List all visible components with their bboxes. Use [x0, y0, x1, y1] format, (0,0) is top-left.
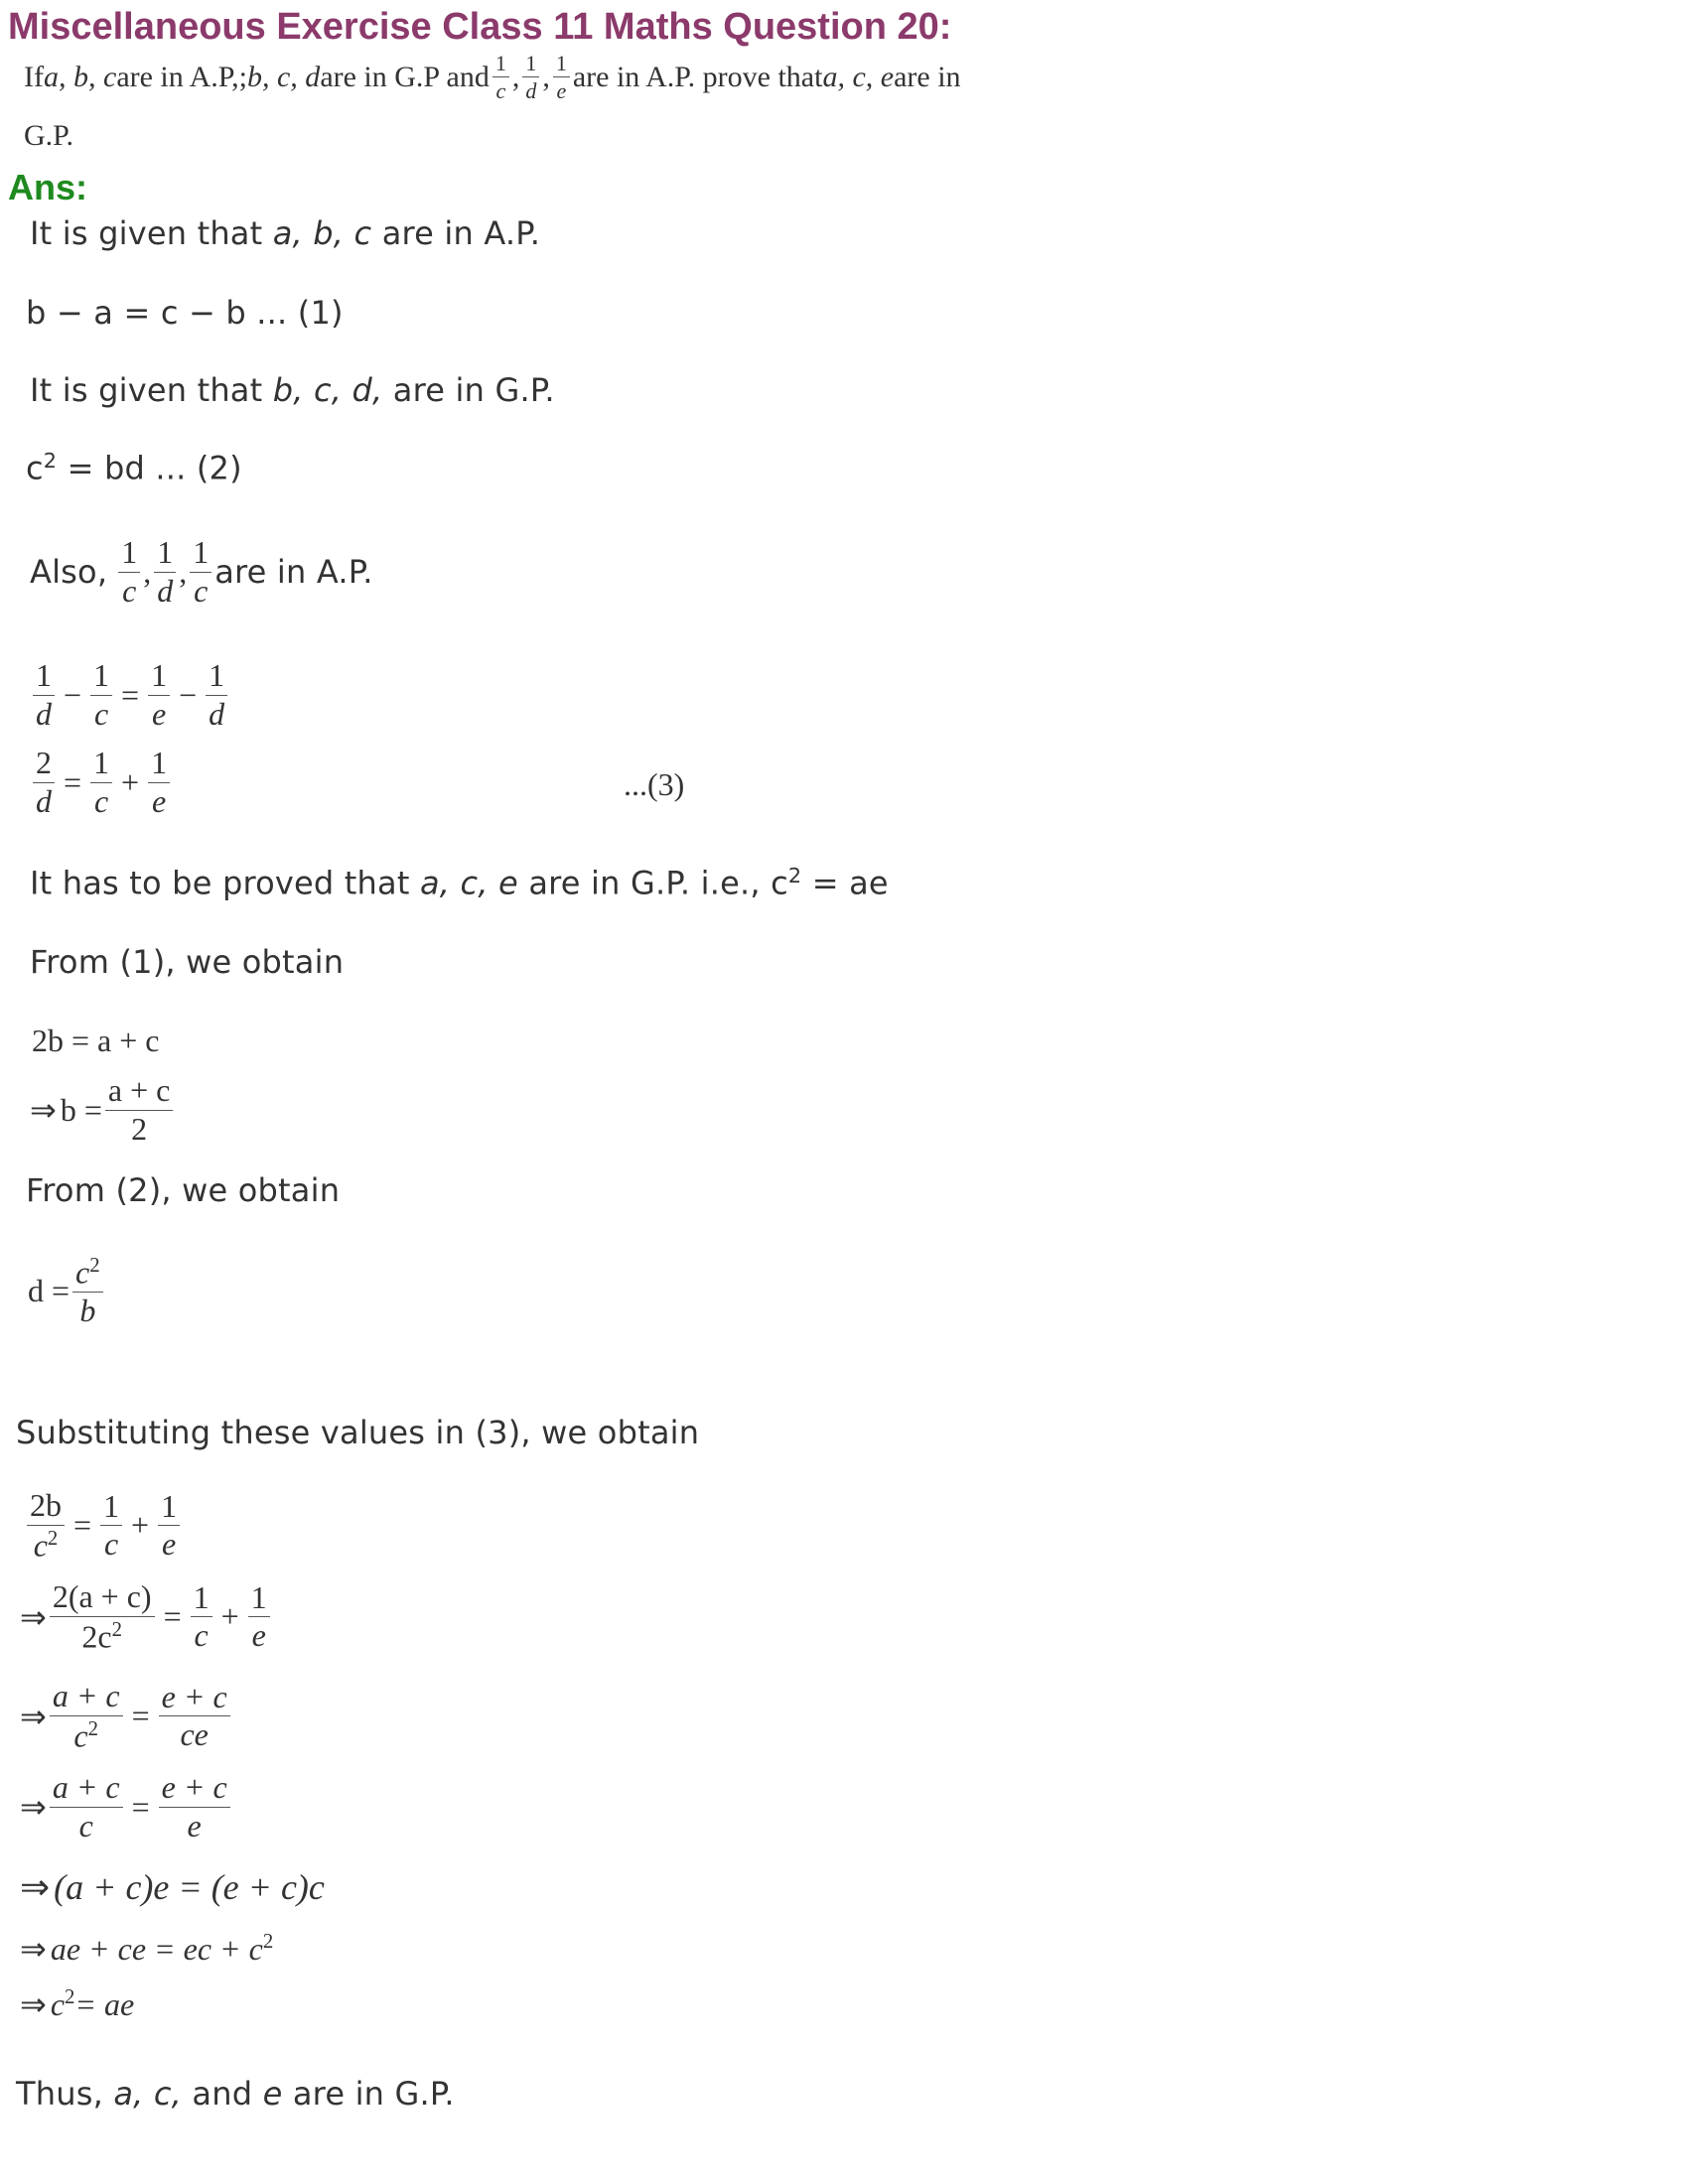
derivation-line-1: $\frac{2b}{c^2}$ = $\frac{1}{c}$ + $\frac{1}{e}$	[24, 1489, 183, 1563]
equation-d-value: d = $\frac{c^2}{b}$	[28, 1255, 106, 1328]
equation-b-value: ⇒ b = $\frac{a + c}{2}$	[30, 1074, 176, 1146]
step-also-ap: Also, $\frac{1}{c}$ , $\frac{1}{d}$ , $\frac{1}{c}$ are in A.P.	[30, 534, 373, 609]
also-label: Also,	[30, 553, 108, 592]
question-text-arein: are in	[894, 60, 961, 93]
step-given-ap: It is given that a, b, c are in A.P.	[30, 214, 541, 252]
equation-3: $\frac{2}{d}$ = $\frac{1}{c}$ + $\frac{1}{e}$	[30, 747, 173, 818]
step-from-2: From (2), we obtain	[26, 1171, 341, 1209]
also-post: are in A.P.	[214, 553, 373, 592]
step-to-prove: It has to be proved that a, c, e are in G.P. i.e., $c^2$ = ae	[30, 864, 889, 902]
question-frac-1-c: $\frac{1}{c}$	[492, 52, 509, 102]
equation-2: $c^2$ = bd ... (2)	[26, 449, 242, 487]
step-from-1: From (1), we obtain	[30, 943, 345, 981]
frac-1-d: $\frac{1}{d}$	[154, 536, 176, 608]
equation-difference: $\frac{1}{d}$ − $\frac{1}{c}$ = $\frac{1}{e}$ − $\frac{1}{d}$	[30, 659, 230, 731]
question-comma: ,	[511, 60, 520, 93]
equation-3-ref: ...(3)	[624, 766, 685, 802]
step-given-gp: It is given that b, c, d, are in G.P.	[30, 371, 555, 409]
question-text-prove: are in A.P. prove that	[572, 60, 823, 93]
question-var-bcd: b, c, d	[246, 60, 321, 93]
conclusion: Thus, a, c, and e are in G.P.	[16, 2075, 455, 2113]
frac-1-c: $\frac{1}{c}$	[118, 536, 140, 608]
equation-1: b − a = c − b ... (1)	[26, 294, 344, 332]
answer-label: Ans:	[8, 167, 87, 207]
derivation-line-4: ⇒ $\frac{a + c}{c}$ = $\frac{e + c}{e}$	[20, 1771, 233, 1843]
frac-1-c-2: $\frac{1}{c}$	[190, 536, 211, 608]
question-text-ap: are in A.P,;	[116, 60, 247, 93]
page-title: Miscellaneous Exercise Class 11 Maths Question 20:	[8, 6, 952, 48]
question-frac-1-e: $\frac{1}{e}$	[553, 52, 570, 102]
equation-2b: 2b = a + c	[32, 1023, 160, 1058]
question-frac-1-d: $\frac{1}{d}$	[522, 52, 539, 102]
question-line-2: G.P.	[24, 119, 74, 152]
derivation-line-7: ⇒ c $^2$ = ae	[20, 1985, 135, 2022]
derivation-line-5: ⇒ (a + c)e = (e + c)c	[20, 1867, 325, 1907]
question-var-ace: a, c, e	[822, 60, 895, 93]
question-text-if: If	[24, 60, 44, 93]
question-comma: ,	[542, 60, 550, 93]
question-text-gp: are in G.P and	[320, 60, 490, 93]
derivation-line-2: ⇒ $\frac{2(a + c)}{2c^2}$ = $\frac{1}{c}$ + $\frac{1}{e}$	[20, 1580, 273, 1654]
question-statement	[24, 52, 961, 102]
step-substitute: Substituting these values in (3), we obtain	[16, 1414, 700, 1451]
question-var-abc: a, b, c	[43, 60, 117, 93]
derivation-line-6: ⇒ ae + ce = ec + c $^2$	[20, 1930, 274, 1967]
derivation-line-3: ⇒ $\frac{a + c}{c^2}$ = $\frac{e + c}{ce}$	[20, 1680, 233, 1753]
